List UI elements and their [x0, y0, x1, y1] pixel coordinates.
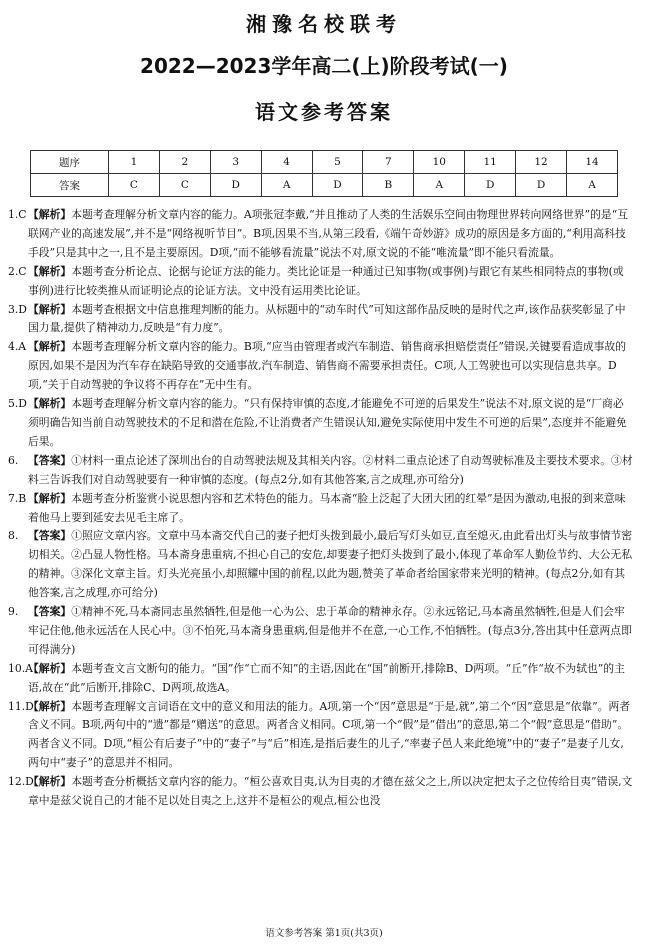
explanation-item — [8, 301, 634, 339]
item-number: 3.D — [8, 302, 27, 316]
answer-table — [30, 150, 618, 197]
item-number: 4.A — [8, 340, 27, 354]
header-exam-title: 2022—2023学年高二(上)阶段考试(一) — [140, 54, 508, 78]
explanation-item — [8, 603, 634, 660]
item-number: 11.D — [8, 699, 34, 713]
item-text: 本题考查文言文断句的能力。“国”作“亡而不知”的主语,因此在“国”前断开,排除B、D两项。“丘”作“故不为轼也”的主语,故在“此”后断开,排除C、D两项,故选A。 — [28, 661, 625, 694]
question-number: 2 — [159, 151, 210, 174]
item-text: 本题考查理解文言词语在文中的意义和用法的能力。A项,第一个“因”意思是“于是,就”,第二个“因”意思是“依靠”。两者含义不同。B项,两句中的“遗”都是“赠送”的意思。两者含义相同。C项,第一个“假”是“借出”的意思,第二个“假”意思是“借助”。两者含义不同。D项,“桓公有后妻子”中的“妻子”与“后”相连,是指后妻生的儿子,“率妻子邑人来此绝境”中的“妻子”是妻子儿女,两句中“妻子”的意思并不相同。 — [28, 699, 631, 770]
explanation-item — [8, 698, 634, 774]
item-text: 本题考查理解分析文章内容的能力。B项,“应当由管理者或汽车制造、销售商承担赔偿责任”错误,关键要看造成事故的原因,如果不是因为汽车存在缺陷导致的交通事故,汽车制造、销售商不需要承担责任。C项,人工驾驶也可以实现信息共享。D项,“关于自动驾驶的争议将不再存在”无中生有。 — [28, 340, 627, 392]
item-tag: 【解析】 — [28, 661, 72, 675]
question-number: 5 — [312, 151, 363, 174]
item-text: ①照应文章内容。文章中马本斋交代自己的妻子把灯头拨到最小,最后写灯头如豆,直至熄灭,由此看出灯头与故事情节密切相关。②凸显人物性格。马本斋身患重病,不担心自己的安危,却要妻子把灯头拨到了最小,体现了革命军人勤俭节约、大公无私的精神。③深化文章主旨。灯头光亮虽小,却照耀中国的前程,以此为题,赞美了革命者给国家带来光明的精神。(每点2分,如有其他答案,言之成理,亦可给分) — [28, 529, 633, 600]
item-text: 本题考查分析鉴赏小说思想内容和艺术特色的能力。马本斋“脸上泛起了大团大团的红晕”是因为激动,电报的到来意味着他马上要到延安去见毛主席了。 — [28, 491, 626, 524]
answer-cell: C — [159, 174, 210, 197]
item-number: 5.D — [8, 397, 27, 411]
header-school: 湘豫名校联考 — [246, 12, 402, 36]
row-label: 题序 — [31, 151, 109, 174]
answer-cell: A — [414, 174, 465, 197]
question-number: 7 — [363, 151, 414, 174]
answer-explanations — [8, 206, 634, 811]
answer-cell: A — [567, 174, 618, 197]
item-text: 本题考查分析概括文章内容的能力。“桓公喜欢目夷,认为目夷的才德在兹父之上,所以决定把太子之位传给目夷”错误,文章中是兹父说自己的才能不足以处目夷之上,这并不是桓公的观点,桓公也没 — [28, 775, 633, 808]
item-text: ①精神不死,马本斋同志虽然牺牲,但是他一心为公、忠于革命的精神永存。②永远铭记,马本斋虽然牺牲,但是人们会牢牢记住他,他永远活在人民心中。③不怕死,马本斋身患重病,但是他并不在意,一心工作,不怕牺牲。(每点3分,答出其中任意两点即可得满分) — [28, 605, 632, 656]
item-text: 本题考查理解分析文章内容的能力。“只有保持审慎的态度,才能避免不可逆的后果发生”说法不对,原文说的是“厂商必须明确告知当前自动驾驶技术的不足和潜在危险,不让消费者产生错误认知,避免实际使用中发生不可逆的后果”,态度并不能避免后果。 — [28, 397, 627, 448]
question-number: 14 — [567, 151, 618, 174]
answer-cell: D — [312, 174, 363, 197]
explanation-item — [8, 206, 634, 263]
explanation-item — [8, 773, 634, 811]
question-number: 11 — [465, 151, 516, 174]
item-tag: 【解析】 — [28, 491, 72, 505]
item-tag: 【解析】 — [28, 208, 72, 221]
answer-cell: C — [109, 174, 160, 197]
explanation-item — [8, 452, 634, 490]
question-number: 1 — [109, 151, 160, 174]
answer-cell: D — [210, 174, 261, 197]
item-number: 8. — [8, 529, 19, 543]
item-number: 1.C — [8, 208, 27, 221]
item-tag: 【解析】 — [28, 340, 72, 354]
item-number: 9. — [8, 605, 19, 619]
question-number: 3 — [210, 151, 261, 174]
item-number: 6. — [8, 453, 19, 467]
item-tag: 【解析】 — [28, 264, 72, 278]
answer-cell: A — [261, 174, 312, 197]
page-footer: 语文参考答案 第1页(共3页) — [265, 928, 383, 939]
answer-cell: D — [465, 174, 516, 197]
item-number: 7.B — [8, 491, 27, 505]
item-tag: 【答案】 — [28, 529, 72, 543]
explanation-item — [8, 338, 634, 395]
item-number: 2.C — [8, 264, 27, 278]
item-tag: 【解析】 — [28, 699, 72, 713]
answer-cell: D — [516, 174, 567, 197]
question-number: 12 — [516, 151, 567, 174]
answer-table-row-numbers — [31, 151, 618, 174]
explanation-item — [8, 263, 634, 301]
item-tag: 【解析】 — [28, 302, 72, 316]
item-tag: 【解析】 — [28, 775, 72, 789]
item-text: 本题考查分析论点、论据与论证方法的能力。类比论证是一种通过已知事物(或事例)与跟它有某些相同特点的事物(或事例)进行比较类推从而证明论点的论证方法。文中没有运用类比论证。 — [28, 264, 624, 297]
explanation-item — [8, 490, 634, 528]
item-text: 本题考查理解分析文章内容的能力。A项张冠李戴,“并且推动了人类的生活娱乐空间由物理世界转向网络世界”的是“互联网产业的高速发展”,并不是“网络视听节目”。B项,因果不当,从第三段看,《端午奇妙游》成功的原因是多方面的,“利用高科技手段”只是其中之一,且不是主要原因。D项,“而不能够看流量”说法不对,原文说的不能“唯流量”即不能只看流量。 — [28, 208, 629, 259]
item-text: 本题考查根据文中信息推理判断的能力。从标题中的“动车时代”可知这部作品反映的是时代之声,该作品获奖彰显了中国力量,提供了精神动力,反映是“有力度”。 — [28, 302, 626, 335]
row-label: 答案 — [31, 174, 109, 197]
item-tag: 【答案】 — [28, 453, 72, 467]
question-number: 4 — [261, 151, 312, 174]
answer-table-row-answers — [31, 174, 618, 197]
item-text: ①材料一重点论述了深圳出台的自动驾驶法规及其相关内容。②材料二重点论述了自动驾驶标准及主要技术要求。③材料三告诉我们对自动驾驶要有一种审慎的态度。(每点2分,如有其他答案,言之成理,亦可给分) — [28, 453, 633, 486]
explanation-item — [8, 527, 634, 603]
item-tag: 【答案】 — [28, 605, 72, 619]
answer-cell: B — [363, 174, 414, 197]
header-doc-title: 语文参考答案 — [255, 100, 393, 124]
explanation-item — [8, 395, 634, 452]
item-number: 10.A — [8, 661, 33, 675]
explanation-item — [8, 660, 634, 698]
item-number: 12.D — [8, 775, 34, 789]
question-number: 10 — [414, 151, 465, 174]
item-tag: 【解析】 — [28, 397, 72, 411]
